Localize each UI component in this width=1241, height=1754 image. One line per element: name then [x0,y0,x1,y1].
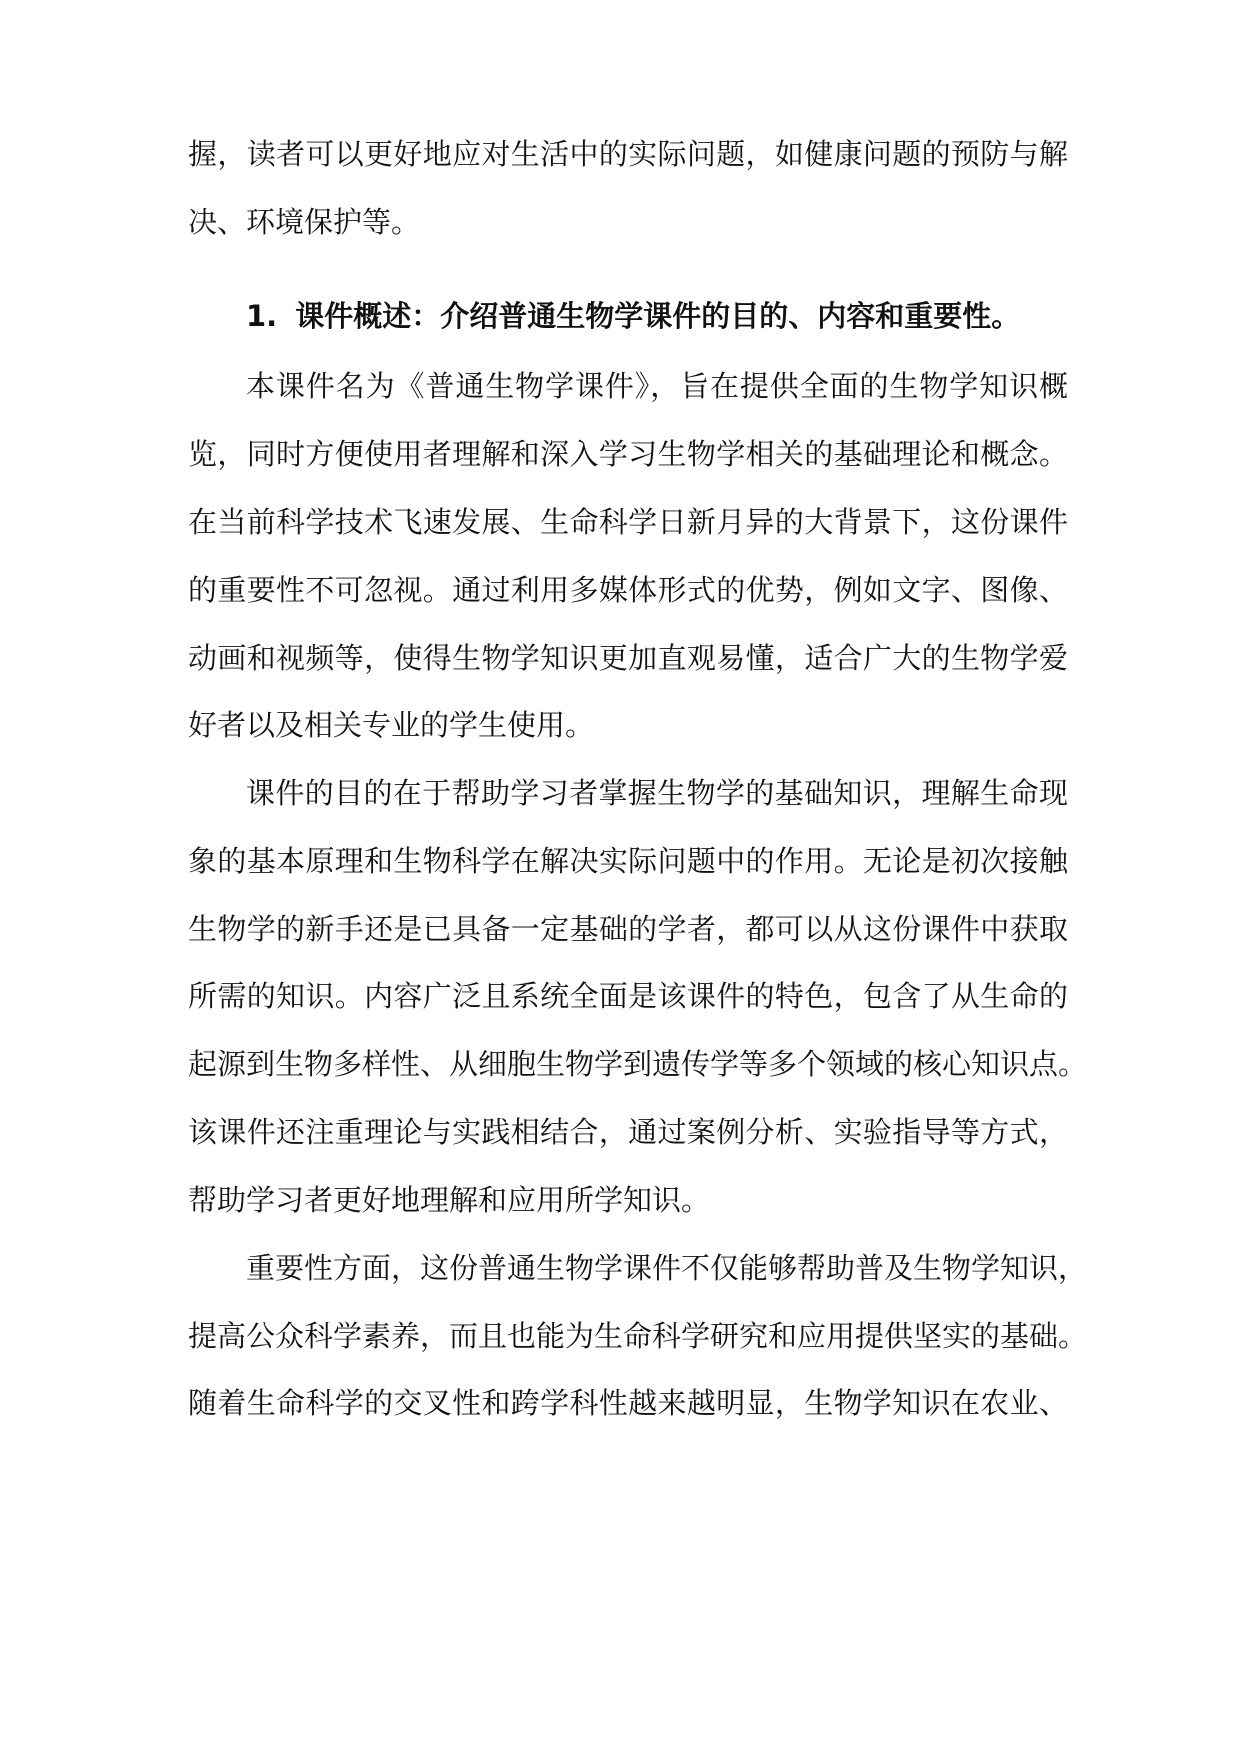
paragraph-line: 随着生命科学的交叉性和跨学科性越来越明显，生物学知识在农业、 [188,1386,1068,1420]
intro-line: 决、环境保护等。 [188,205,421,239]
section-title: 课件概述：介绍普通生物学课件的目的、内容和重要性。 [295,299,1021,333]
paragraph-line: 帮助学习者更好地理解和应用所学知识。 [188,1183,711,1217]
paragraph-line: 动画和视频等，使得生物学知识更加直观易懂，适合广大的生物学爱 [188,641,1068,675]
paragraph-line: 的重要性不可忽视。通过利用多媒体形式的优势，例如文字、图像、 [188,573,1068,607]
paragraph-line: 该课件还注重理论与实践相结合，通过案例分析、实验指导等方式， [188,1115,1068,1149]
paragraph-line: 在当前科学技术飞速发展、生命科学日新月异的大背景下，这份课件 [188,505,1068,539]
paragraph-line: 生物学的新手还是已具备一定基础的学者，都可以从这份课件中获取 [188,912,1068,946]
paragraph-line: 览，同时方便使用者理解和深入学习生物学相关的基础理论和概念。 [188,437,1068,471]
paragraph-line: 课件的目的在于帮助学习者掌握生物学的基础知识，理解生命现 [246,776,1068,810]
paragraph-line: 提高公众科学素养，而且也能为生命科学研究和应用提供坚实的基础。 [188,1319,1088,1353]
section-heading [246,296,1068,336]
paragraph-line: 重要性方面，这份普通生物学课件不仅能够帮助普及生物学知识， [246,1251,1088,1285]
paragraph-line: 本课件名为《普通生物学课件》，旨在提供全面的生物学知识概 [246,369,1068,403]
paragraph-line: 好者以及相关专业的学生使用。 [188,708,595,742]
section-number: 1. [246,299,278,333]
paragraph-line: 起源到生物多样性、从细胞生物学到遗传学等多个领域的核心知识点。 [188,1047,1088,1081]
paragraph-line: 所需的知识。内容广泛且系统全面是该课件的特色，包含了从生命的 [188,979,1068,1013]
intro-line: 握，读者可以更好地应对生活中的实际问题，如健康问题的预防与解 [188,137,1068,171]
paragraph-line: 象的基本原理和生物科学在解决实际问题中的作用。无论是初次接触 [188,844,1068,878]
